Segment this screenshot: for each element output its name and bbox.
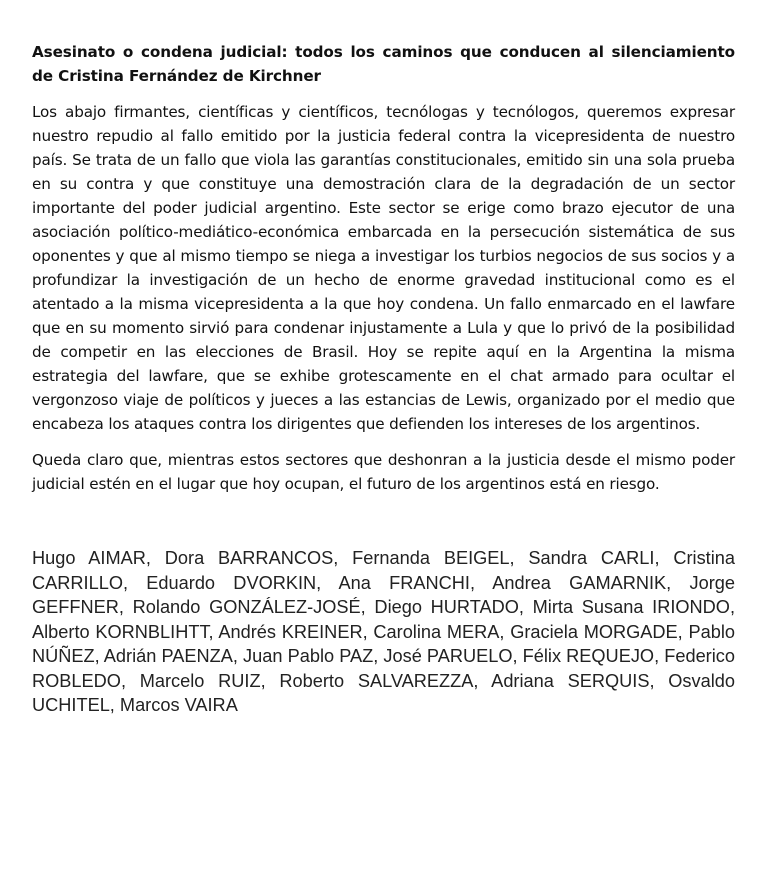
signatories-list: Hugo AIMAR, Dora BARRANCOS, Fernanda BEIGEL, Sandra CARLI, Cristina CARRILLO, Eduardo DVORKIN, Ana FRANCHI, Andrea GAMARNIK, Jorge GEFFNER, Rolando GONZÁLEZ-JOSÉ, Diego HURTADO, Mirta Susana IRIONDO, Alberto KORNBLIHTT, Andrés KREINER, Carolina MERA, Graciela MORGADE, Pablo NÚÑEZ, Adrián PAENZA, Juan Pablo PAZ, José PARUELO, Félix REQUEJO, Federico ROBLEDO, Marcelo RUIZ, Roberto SALVAREZZA, Adriana SERQUIS, Osvaldo UCHITEL, Marcos VAIRA <box>32 548 735 715</box>
document-title: Asesinato o condena judicial: todos los caminos que conducen al silenciamiento de Cristina Fernández de Kirchner <box>32 43 735 85</box>
body-paragraph-2: Queda claro que, mientras estos sectores que deshonran a la justicia desde el mismo poder judicial estén en el lugar que hoy ocupan, el futuro de los argentinos está en riesgo. <box>32 451 735 493</box>
body-paragraph-1: Los abajo firmantes, científicas y científicos, tecnólogas y tecnólogos, queremos expresar nuestro repudio al fallo emitido por la justicia federal contra la vicepresidenta de nuestro país. Se trata de un fallo que viola las garantías constitucionales, emitido sin una sola prueba en su contra y que constituye una demostración clara de la degradación de un sector importante del poder judicial argentino. Este sector se erige como brazo ejecutor de una asociación político-mediático-económica embarcada en la persecución sistemática de sus oponentes y que al mismo tiempo se niega a investigar los turbios negocios de sus socios y a profundizar la investigación de un hecho de enorme gravedad institucional como es el atentado a la misma vicepresidenta a la que hoy condena. Un fallo enmarcado en el lawfare que en su momento sirvió para condenar injustamente a Lula y que lo privó de la posibilidad de competir en las elecciones de Brasil. Hoy se repite aquí en la Argentina la misma estrategia del lawfare, que se exhibe grotescamente en el chat armado para ocultar el vergonzoso viaje de políticos y jueces a las estancias de Lewis, organizado por el medio que encabeza los ataques contra los dirigentes que defienden los intereses de los argentinos. <box>32 103 735 433</box>
document-page <box>32 40 735 718</box>
